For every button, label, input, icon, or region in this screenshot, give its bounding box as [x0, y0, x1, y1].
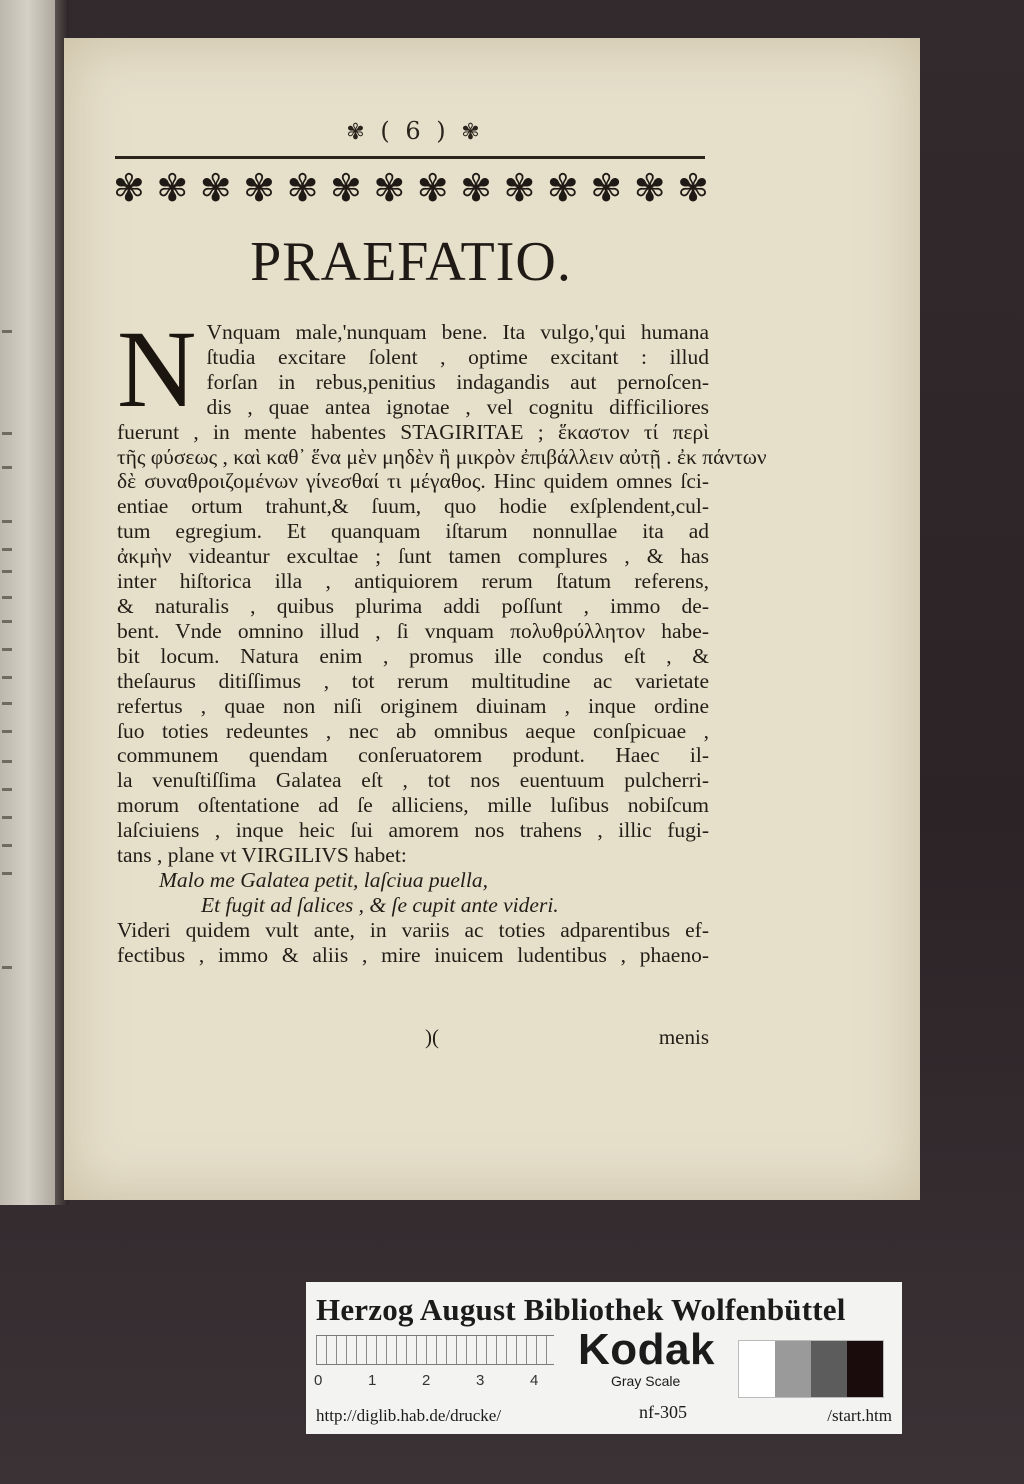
- flower-ornament-icon: ✾: [243, 166, 274, 210]
- kodak-logo: Kodak: [578, 1325, 715, 1374]
- ruler-number: 0: [314, 1372, 323, 1389]
- text-line: bit locum. Natura enim , promus ille condus eſt , &: [117, 643, 709, 668]
- page-title: PRAEFATIO.: [250, 231, 572, 293]
- verse-line: Et fugit ad ſalices , & ſe cupit ante videri.: [201, 892, 559, 917]
- drop-capital: N: [117, 308, 197, 430]
- gray-patch: [811, 1341, 847, 1397]
- ruler-number: 4: [530, 1372, 539, 1389]
- ruler-number: 3: [476, 1372, 485, 1389]
- flower-ornament-icon: ✾: [461, 120, 484, 145]
- body-text: [117, 308, 767, 968]
- flower-ornament-icon: ✾: [346, 120, 369, 145]
- library-url: http://diglib.hab.de/drucke/: [316, 1406, 502, 1425]
- flower-ornament-icon: ✾: [633, 166, 664, 210]
- text-line: & naturalis , quibus plurima addi poſſunt , immo de-: [117, 593, 709, 618]
- text-line: bent. Vnde omnino illud , ſi vnquam πολυθρύλλητον habe-: [117, 618, 709, 643]
- text-line: theſaurus ditiſſimus , tot rerum multitudine ac varietate: [117, 668, 709, 693]
- page-number: [330, 117, 500, 145]
- gray-patch: [739, 1341, 775, 1397]
- start-link-text: /start.htm: [827, 1406, 892, 1425]
- gray-scale-label: Gray Scale: [611, 1373, 681, 1389]
- text-line: communem quendam conſeruatorem produnt. Haec il-: [117, 743, 709, 768]
- ruler-number: 2: [422, 1372, 431, 1389]
- flower-ornament-icon: ✾: [373, 166, 404, 210]
- gray-patch: [775, 1341, 811, 1397]
- signature-mark: )(: [425, 1025, 439, 1049]
- facing-page-edge: [0, 0, 62, 1205]
- flower-ornament-icon: ✾: [113, 166, 143, 210]
- library-color-target: [306, 1282, 902, 1434]
- text-line: fuerunt , in mente habentes STAGIRITAE ; ἕκαστον τί περὶ: [117, 419, 709, 444]
- text-line: Vnquam male,'nunquam bene. Ita vulgo,'qui humana: [206, 320, 709, 344]
- flower-ornament-icon: ✾: [329, 166, 360, 210]
- gray-scale-patches: [738, 1340, 884, 1398]
- page-number-text: ( 6 ): [380, 117, 450, 145]
- flower-ornament-icon: ✾: [677, 166, 707, 210]
- text-line: ſtudia excitare ſolent , optime excitant : illud: [206, 344, 709, 369]
- text-line: tum egregium. Et quanquam iſtarum nonnullae ita ad: [117, 519, 709, 544]
- flower-ornament-icon: ✾: [416, 166, 447, 210]
- scale-ruler: [316, 1335, 554, 1365]
- text-line: entiae ortum trahunt,& ſuum, quo hodie exſplendent,cul-: [117, 494, 709, 519]
- text-line: refertus , quae non niſi originem diuinam , inque ordine: [117, 693, 709, 718]
- text-line: fectibus , immo & aliis , mire inuicem ludentibus , phaeno-: [117, 942, 709, 967]
- text-line: tans , plane vt VIRGILIVS habet:: [117, 843, 407, 868]
- text-line: inter hiſtorica illa , antiquiorem rerum ſtatum referens,: [117, 569, 709, 594]
- catchword: menis: [658, 1025, 709, 1049]
- ruler-number: 1: [368, 1372, 377, 1389]
- flower-ornament-icon: ✾: [546, 166, 577, 210]
- text-line: Videri quidem vult ante, in variis ac toties adparentibus ef-: [117, 917, 709, 942]
- text-line: δὲ συναθροιζομένων γίνεσθαί τι μέγαθος. Hinc quidem omnes ſci-: [117, 469, 709, 494]
- flower-ornament-icon: ✾: [460, 166, 490, 210]
- text-line: la venuſtiſſima Galatea eſt , tot nos euentuum pulcherri-: [117, 768, 709, 793]
- ornament-band: [113, 162, 707, 214]
- text-line: morum oſtentatione ad ſe alliciens, mille luſibus nobiſcum: [117, 793, 709, 818]
- gray-patch: [847, 1341, 883, 1397]
- flower-ornament-icon: ✾: [199, 166, 230, 210]
- library-name: Herzog August Bibliothek Wolfenbüttel: [316, 1292, 846, 1327]
- text-line: dis , quae antea ignotae , vel cognitu difficiliores: [206, 394, 709, 419]
- shelfmark: nf-305: [639, 1402, 687, 1422]
- page-footer: [117, 1025, 709, 1051]
- flower-ornament-icon: ✾: [503, 166, 534, 210]
- flower-ornament-icon: ✾: [286, 166, 317, 210]
- flower-ornament-icon: ✾: [156, 166, 187, 210]
- verse-line: Malo me Galatea petit, laſciua puella,: [159, 867, 489, 892]
- header-rule: [115, 156, 705, 159]
- text-line: ἀκμὴν videantur excultae ; ſunt tamen complures , & has: [117, 544, 709, 569]
- text-line: forſan in rebus,penitius indagandis aut pernoſcen-: [206, 369, 709, 394]
- text-line: laſciuiens , inque heic ſui amorem nos trahens , illic fugi-: [117, 818, 709, 843]
- ruler-numbers: [314, 1372, 554, 1392]
- flower-ornament-icon: ✾: [590, 166, 621, 210]
- text-line: τῆς φύσεως , καὶ καθ᾽ ἕνα μὲν μηδὲν ἢ μικρὸν ἐπιβάλλειν αὐτῇ . ἐκ πάντων: [117, 444, 767, 469]
- text-line: ſuo toties redeuntes , nec ab omnibus aeque conſpicuae ,: [117, 718, 709, 743]
